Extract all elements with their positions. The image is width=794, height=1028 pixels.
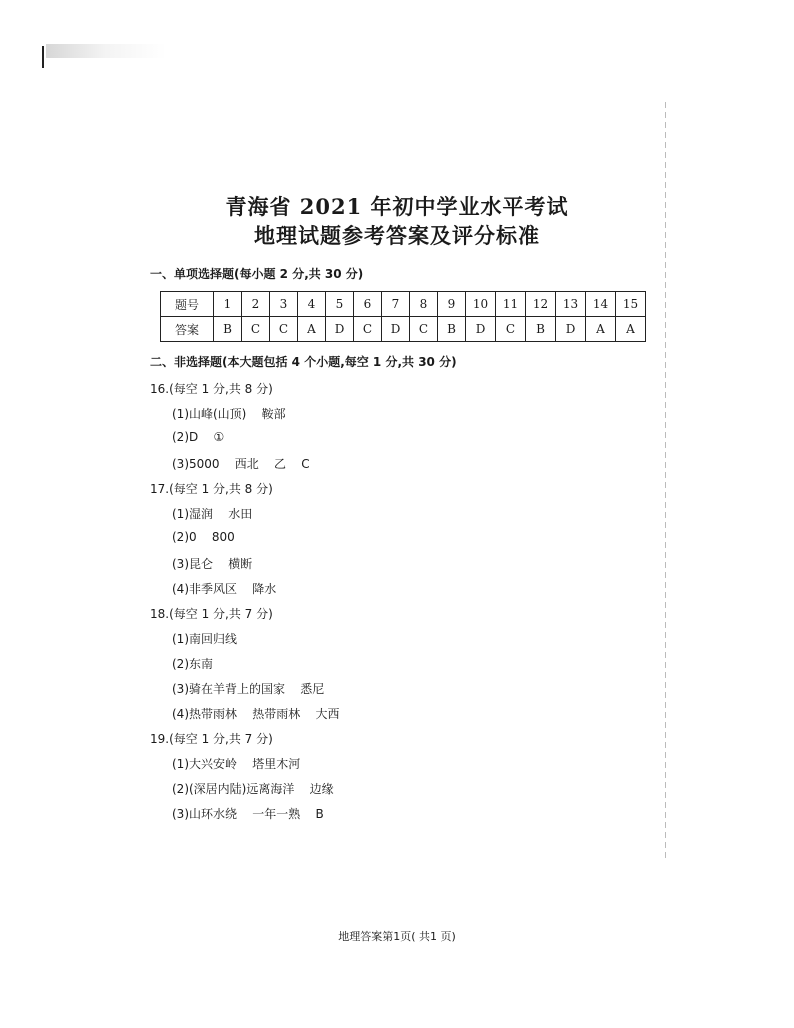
answer-row xyxy=(161,317,646,342)
question-number-cell: 2 xyxy=(242,292,270,317)
answer-cell: B xyxy=(526,317,556,342)
question-17-answer-3: (3)昆仑 横断 xyxy=(172,557,253,571)
answer-cell: D xyxy=(466,317,496,342)
answer-cell: C xyxy=(354,317,382,342)
question-16-answer-1: (1)山峰(山顶) 鞍部 xyxy=(172,407,286,421)
answer-cell: A xyxy=(586,317,616,342)
question-number-cell: 7 xyxy=(382,292,410,317)
answer-cell: C xyxy=(270,317,298,342)
answer-cell: A xyxy=(616,317,646,342)
question-number-row xyxy=(161,292,646,317)
answer-cell: C xyxy=(496,317,526,342)
question-number-cell: 6 xyxy=(354,292,382,317)
question-18-answer-3: (3)骑在羊背上的国家 悉尼 xyxy=(172,682,325,696)
answer-cell: D xyxy=(556,317,586,342)
question-number-cell: 4 xyxy=(298,292,326,317)
question-number-cell: 9 xyxy=(438,292,466,317)
question-19-label: 19.(每空 1 分,共 7 分) xyxy=(150,732,273,746)
question-19-answer-3: (3)山环水绕 一年一熟 B xyxy=(172,807,324,821)
question-number-cell: 8 xyxy=(410,292,438,317)
section-heading-non-choice: 二、非选择题(本大题包括 4 个小题,每空 1 分,共 30 分) xyxy=(150,355,457,369)
question-18-answer-1: (1)南回归线 xyxy=(172,632,237,646)
question-18-answer-4: (4)热带雨林 热带雨林 大西 xyxy=(172,707,340,721)
answer-cell: D xyxy=(326,317,354,342)
question-16-label: 16.(每空 1 分,共 8 分) xyxy=(150,382,273,396)
page-footer: 地理答案第1页( 共1 页) xyxy=(338,930,456,943)
row-label-question: 题号 xyxy=(161,292,214,317)
document-title: 青海省 2021 年初中学业水平考试 xyxy=(225,194,569,219)
scan-artifact-smudge xyxy=(46,44,166,58)
answer-cell: C xyxy=(410,317,438,342)
question-number-cell: 11 xyxy=(496,292,526,317)
question-17-answer-2: (2)0 800 xyxy=(172,530,235,544)
question-number-cell: 12 xyxy=(526,292,556,317)
question-number-cell: 15 xyxy=(616,292,646,317)
question-19-answer-1: (1)大兴安岭 塔里木河 xyxy=(172,757,301,771)
answer-cell: C xyxy=(242,317,270,342)
answer-table xyxy=(160,291,646,342)
answer-cell: A xyxy=(298,317,326,342)
question-18-label: 18.(每空 1 分,共 7 分) xyxy=(150,607,273,621)
scan-artifact-mark xyxy=(42,46,44,68)
question-16-answer-2: (2)D ① xyxy=(172,430,225,444)
question-17-answer-1: (1)湿润 水田 xyxy=(172,507,253,521)
question-17-answer-4: (4)非季风区 降水 xyxy=(172,582,277,596)
question-19-answer-2: (2)(深居内陆)远离海洋 边缘 xyxy=(172,782,334,796)
question-18-answer-2: (2)东南 xyxy=(172,657,213,671)
section-heading-multiple-choice: 一、单项选择题(每小题 2 分,共 30 分) xyxy=(150,267,364,281)
answer-cell: B xyxy=(438,317,466,342)
row-label-answer: 答案 xyxy=(161,317,214,342)
question-number-cell: 3 xyxy=(270,292,298,317)
question-number-cell: 1 xyxy=(214,292,242,317)
question-number-cell: 13 xyxy=(556,292,586,317)
answer-cell: D xyxy=(382,317,410,342)
question-16-answer-3: (3)5000 西北 乙 C xyxy=(172,457,310,471)
answer-cell: B xyxy=(214,317,242,342)
question-number-cell: 14 xyxy=(586,292,616,317)
question-number-cell: 5 xyxy=(326,292,354,317)
question-17-label: 17.(每空 1 分,共 8 分) xyxy=(150,482,273,496)
document-subtitle: 地理试题参考答案及评分标准 xyxy=(254,223,540,248)
question-number-cell: 10 xyxy=(466,292,496,317)
